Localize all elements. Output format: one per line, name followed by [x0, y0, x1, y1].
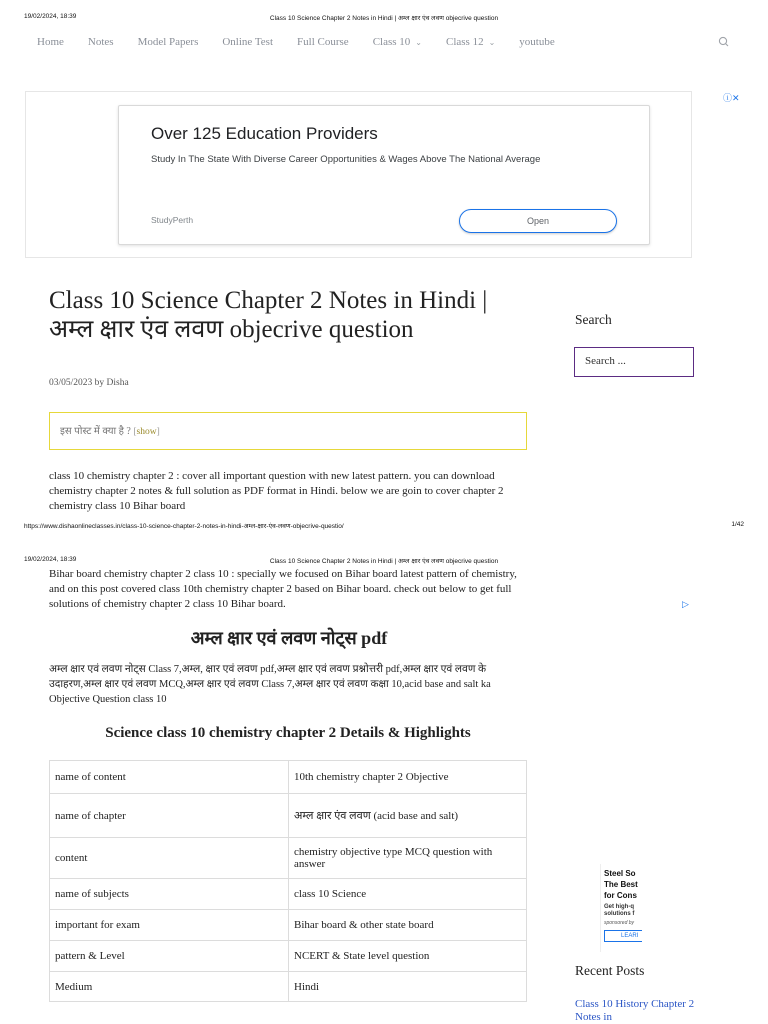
ad-description: Study In The State With Diverse Career Opportunities & Wages Above The National Average	[151, 154, 541, 165]
sidebar-ad-button[interactable]: LEARI	[604, 930, 642, 942]
table-row	[50, 941, 527, 972]
chevron-down-icon: ⌄	[488, 37, 496, 47]
table-cell-key: name of content	[50, 761, 289, 794]
print-doc-title: Class 10 Science Chapter 2 Notes in Hindi | अम्ल क्षार एंव लवण objecrive question	[269, 558, 499, 565]
print-doc-title: Class 10 Science Chapter 2 Notes in Hindi | अम्ल क्षार एंव लवण objecrive question	[269, 15, 499, 22]
print-footer	[0, 521, 768, 533]
search-icon[interactable]	[717, 35, 731, 49]
sidebar-ad-line: The Best	[604, 880, 638, 889]
nav-class-12[interactable]	[446, 36, 495, 48]
nav-full-course[interactable]: Full Course	[297, 36, 349, 48]
table-cell-value: NCERT & State level question	[289, 941, 527, 972]
nav-youtube[interactable]: youtube	[519, 36, 555, 48]
nav-class-10[interactable]	[373, 36, 422, 48]
table-cell-value: chemistry objective type MCQ question with answer	[289, 838, 527, 879]
recent-post-link[interactable]: Class 10 History Chapter 2 Notes in	[575, 998, 695, 1023]
search-input[interactable]: Search ...	[574, 347, 694, 377]
table-cell-key: pattern & Level	[50, 941, 289, 972]
ad-choices-icon[interactable]: ⓘ✕	[723, 93, 740, 103]
recent-posts-heading: Recent Posts	[575, 963, 645, 978]
sidebar-ad-sub: Get high-q	[604, 904, 634, 910]
sidebar-ad-line: Steel So	[604, 869, 636, 878]
toc-bracket-close: ]	[156, 427, 160, 437]
table-cell-key: content	[50, 838, 289, 879]
table-cell-value: अम्ल क्षार एंव लवण (acid base and salt)	[289, 794, 527, 838]
toc-bracket-open: [	[133, 427, 137, 437]
chevron-down-icon: ⌄	[415, 37, 422, 47]
nav-notes[interactable]: Notes	[87, 36, 114, 48]
table-cell-value: 10th chemistry chapter 2 Objective	[289, 761, 527, 794]
table-cell-key: Medium	[50, 972, 289, 1002]
post-meta: 03/05/2023 by Disha	[49, 378, 129, 388]
sidebar-ad-creative[interactable]	[600, 864, 642, 952]
print-header	[0, 13, 768, 25]
table-row	[50, 910, 527, 941]
nav-online-test[interactable]: Online Test	[222, 36, 274, 48]
nav-model-papers[interactable]: Model Papers	[137, 36, 199, 48]
sidebar-ad-line: for Cons	[604, 891, 637, 900]
keywords-paragraph: अम्ल क्षार एवं लवण नोट्स Class 7,अम्ल, क्षार एवं लवण pdf,अम्ल क्षार एवं लवण प्रश्नोत्तरी pdf,अम्ल क्षार एवं लवण के उदाहरण,अम्ल क्षार एवं लवण MCQ,अम्ल क्षार एवं लवण Class 7,अम्ल क्षार एवं लवण कक्षा 10,acid base and salt ka Objective Question class 10	[49, 664, 491, 705]
ad-open-button[interactable]: Open	[459, 209, 617, 233]
table-cell-value: class 10 Science	[289, 879, 527, 910]
table-row	[50, 879, 527, 910]
nav-home[interactable]: Home	[37, 36, 64, 48]
toc-row	[60, 423, 160, 437]
details-table	[49, 760, 527, 1002]
table-cell-key: important for exam	[50, 910, 289, 941]
section-heading: Science class 10 chemistry chapter 2 Details & Highlights	[105, 725, 471, 741]
table-of-contents	[49, 412, 527, 450]
sidebar-ad-sub: solutions f	[604, 911, 635, 917]
ad-card[interactable]	[118, 105, 650, 245]
table-cell-value: Hindi	[289, 972, 527, 1002]
ad-choices-icon[interactable]: ▷	[682, 599, 689, 609]
nav-class-10-label: Class 10	[372, 36, 411, 48]
table-row	[50, 972, 527, 1002]
ad-brand: StudyPerth	[151, 215, 194, 225]
table-cell-key: name of subjects	[50, 879, 289, 910]
table-cell-key: name of chapter	[50, 794, 289, 838]
ad-title[interactable]: Over 125 Education Providers	[151, 124, 378, 143]
print-timestamp: 19/02/2024, 18:39	[24, 13, 77, 20]
sidebar-search-heading: Search	[575, 312, 612, 327]
page-title: Class 10 Science Chapter 2 Notes in Hindi | अम्ल क्षार एंव लवण objecrive question	[49, 287, 488, 343]
intro-paragraph: class 10 chemistry chapter 2 : cover all important question with new latest pattern. you can download chemistry chapter 2 notes & full solution as PDF format in Hindi. below we are goin to cover chapter 2 chemistry class 10 Bihar board	[49, 470, 504, 512]
hindi-heading: अम्ल क्षार एवं लवण नोट्स pdf	[190, 628, 388, 648]
toc-label: इस पोस्ट में क्या है ?	[60, 426, 131, 437]
table-row	[50, 838, 527, 879]
print-timestamp: 19/02/2024, 18:39	[24, 556, 77, 563]
main-nav	[37, 36, 579, 48]
table-row	[50, 794, 527, 838]
table-cell-value: Bihar board & other state board	[289, 910, 527, 941]
nav-class-12-label: Class 12	[445, 36, 484, 48]
print-url: https://www.dishaonlineclasses.in/class-10-science-chapter-2-notes-in-hindi-अम्ल-क्षार-एंव-लवण-objecrive-questio/	[24, 523, 344, 530]
print-page-number: 1/42	[731, 521, 744, 528]
table-row	[50, 761, 527, 794]
sidebar-ad-sponsored: sponsored by	[604, 920, 635, 926]
toc-show-toggle[interactable]: show	[136, 427, 157, 437]
paragraph-bihar-board: Bihar board chemistry chapter 2 class 10 : specially we focused on Bihar board latest pattern of chemistry, and on this post covered class 10th chemistry chapter 2 based on Bihar board. check out below to get full solutions of chemistry chapter 2 class 10 Bihar board.	[49, 568, 517, 610]
